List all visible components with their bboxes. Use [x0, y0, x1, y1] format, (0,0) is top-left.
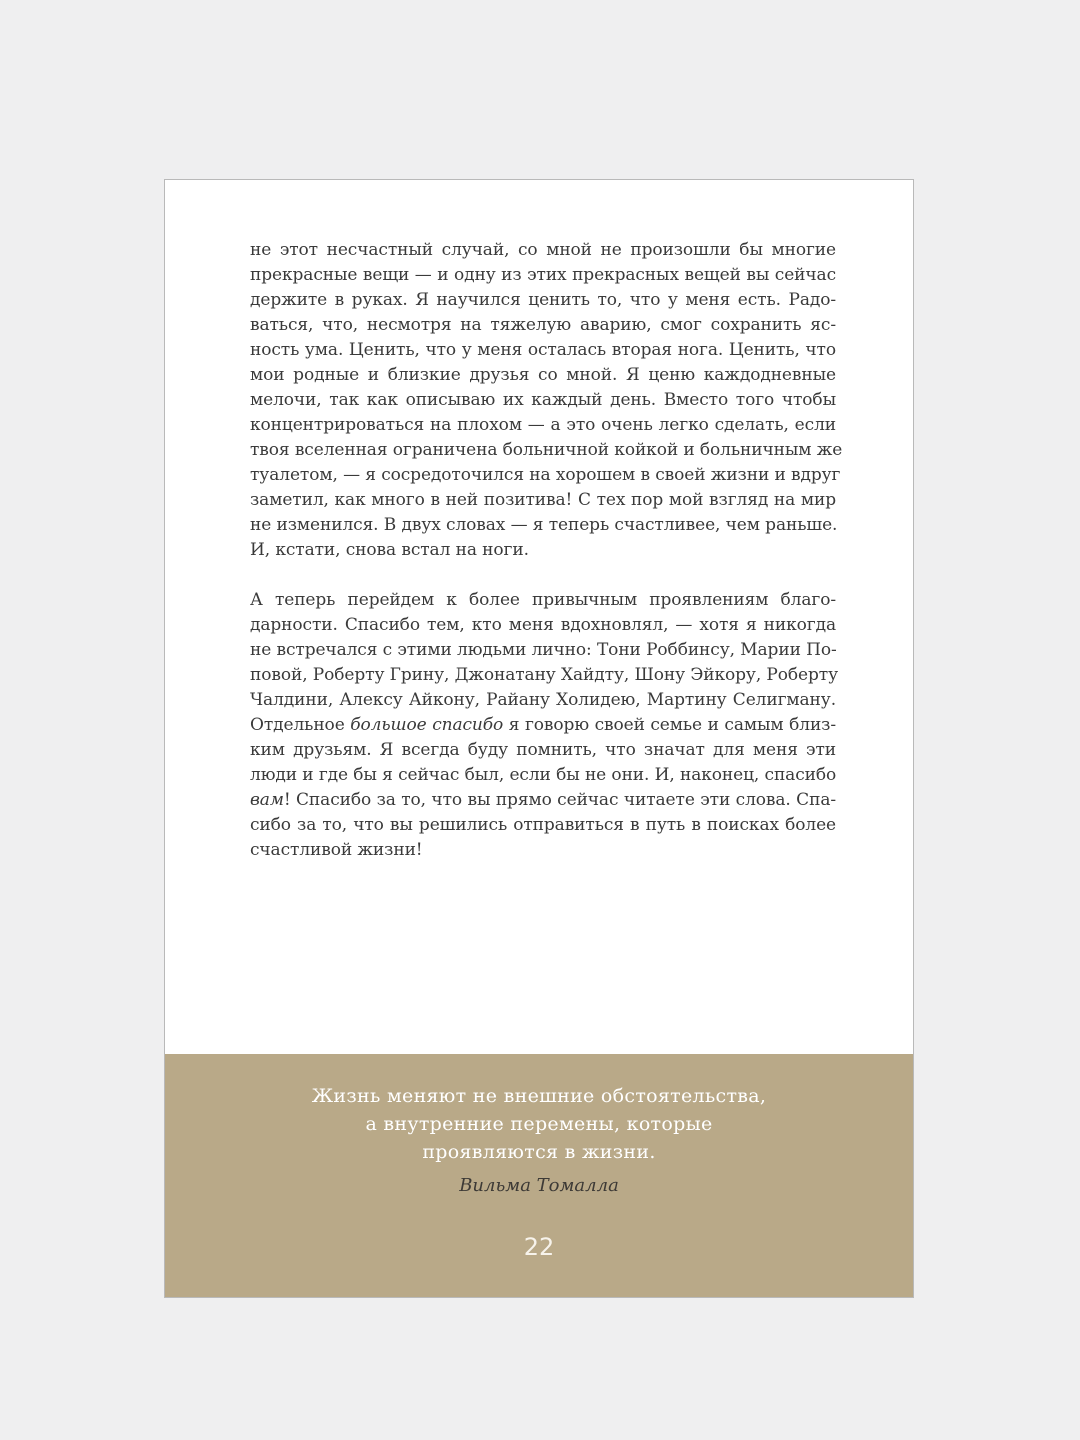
text-line: И, кстати, снова встал на ноги.	[250, 540, 529, 560]
text-run: я говорю своей семье и самым близ-	[503, 715, 836, 735]
text-line: ность ума. Ценить, что у меня осталась вторая нога. Ценить, что	[250, 340, 836, 360]
text-line: не встречался с этими людьми лично: Тони Роббинсу, Марии По-	[250, 640, 837, 660]
text-line: сибо за то, что вы решились отправиться в путь в поисках более	[250, 815, 836, 835]
text-line-with-emphasis	[250, 713, 836, 738]
paragraph-gap	[250, 563, 836, 588]
text-line: Чалдини, Алексу Айкону, Райану Холидею, Мартину Селигману.	[250, 690, 836, 710]
emphasis-text: большое спасибо	[350, 715, 504, 735]
text-line: повой, Роберту Грину, Джонатану Хайдту, Шону Эйкору, Роберту	[250, 665, 838, 685]
quote-line: а внутренние перемены, которые	[365, 1113, 713, 1135]
book-page	[164, 179, 914, 1298]
text-line: держите в руках. Я научился ценить то, что у меня есть. Радо-	[250, 290, 836, 310]
text-line: туалетом, — я сосредоточился на хорошем в своей жизни и вдруг	[250, 465, 841, 485]
quote-author: Вильма Томалла	[459, 1175, 619, 1196]
text-line: мои родные и близкие друзья со мной. Я ценю каждодневные	[250, 365, 836, 385]
quote-line: проявляются в жизни.	[422, 1141, 656, 1163]
text-line: ваться, что, несмотря на тяжелую аварию, смог сохранить яс-	[250, 315, 836, 335]
text-line: не изменился. В двух словах — я теперь счастливее, чем раньше.	[250, 515, 838, 535]
text-line: концентрироваться на плохом — а это очень легко сделать, если	[250, 415, 836, 435]
epigraph-quote	[165, 1082, 913, 1166]
text-line: А теперь перейдем к более привычным проявлениям благо-	[250, 590, 836, 610]
text-line: дарности. Спасибо тем, кто меня вдохновлял, — хотя я никогда	[250, 615, 836, 635]
text-line: счастливой жизни!	[250, 840, 423, 860]
text-run: ! Спасибо за то, что вы прямо сейчас читаете эти слова. Спа-	[283, 790, 836, 810]
emphasis-text: вам	[250, 790, 284, 810]
body-text	[250, 238, 843, 863]
quote-band	[165, 1054, 913, 1297]
text-run: Отдельное	[250, 715, 351, 735]
text-line: прекрасные вещи — и одну из этих прекрасных вещей вы сейчас	[250, 265, 836, 285]
text-line: не этот несчастный случай, со мной не произошли бы многие	[250, 240, 836, 260]
quote-line: Жизнь меняют не внешние обстоятельства,	[311, 1085, 767, 1107]
text-line: ким друзьям. Я всегда буду помнить, что значат для меня эти	[250, 740, 836, 760]
text-line: мелочи, так как описываю их каждый день. Вместо того чтобы	[250, 390, 836, 410]
text-line-with-emphasis	[250, 788, 836, 813]
text-line: люди и где бы я сейчас был, если бы не они. И, наконец, спасибо	[250, 765, 837, 785]
text-line: твоя вселенная ограничена больничной койкой и больничным же	[250, 440, 843, 460]
text-line: заметил, как много в ней позитива! С тех пор мой взгляд на мир	[250, 490, 836, 510]
page-number: 22	[523, 1233, 555, 1261]
